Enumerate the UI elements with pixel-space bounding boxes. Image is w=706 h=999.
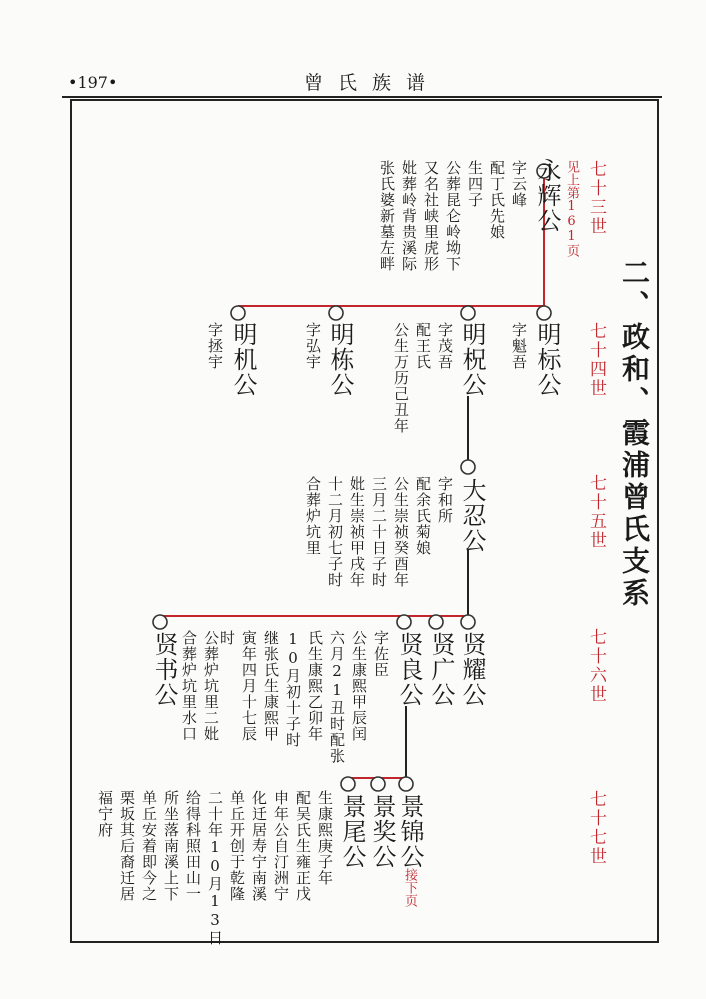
person-name: 永辉公: [533, 158, 561, 233]
page-reference: 接下页: [402, 868, 417, 907]
node-gen75: [461, 460, 475, 474]
person-note: 三月二十日子时: [370, 476, 388, 588]
person-name: 景尾公: [338, 794, 366, 869]
page-reference: 见上第161页: [564, 160, 579, 257]
person-note: 字魁吾: [510, 322, 528, 370]
person-note: 字和所: [436, 476, 454, 524]
node-gen77-1: [399, 777, 413, 791]
node-gen77-3: [341, 777, 355, 791]
person-note: 六月21丑时配张: [328, 630, 346, 764]
person-note: 单丘安着即今之: [140, 790, 158, 902]
page-number: •197•: [68, 73, 118, 92]
node-gen74-2: [461, 306, 475, 320]
person-name: 贤良公: [395, 632, 423, 707]
generation-label: 七十三世: [586, 160, 606, 236]
person-note: 字弘宇: [304, 322, 322, 370]
person-note: 单丘开创于乾隆: [228, 790, 246, 902]
person-note: 氏生康熙乙卯年: [306, 630, 324, 742]
person-note: 字云峰: [510, 160, 528, 208]
node-gen77-2: [371, 777, 385, 791]
person-note: 所坐落南溪上下: [162, 790, 180, 902]
person-note: 字佐臣: [372, 630, 390, 678]
person-name: 景锦公: [396, 794, 424, 869]
person-note: 公葬炉坑里二妣: [202, 630, 220, 742]
person-note: 配吴氏生雍正戊: [294, 790, 312, 902]
person-note: 妣生崇祯甲戌年: [348, 476, 366, 588]
person-name: 明栋公: [326, 322, 354, 397]
person-note: 又名社峡里虎形: [422, 160, 440, 272]
person-note: 福宁府: [96, 790, 114, 838]
node-gen76-2: [429, 615, 443, 629]
person-note: 合葬炉坑里: [304, 476, 322, 556]
generation-label: 七十六世: [586, 628, 606, 704]
person-note: 时: [218, 630, 236, 646]
person-note: 妣葬岭背贵溪际: [400, 160, 418, 272]
book-title: 曾氏族谱: [304, 72, 441, 94]
person-note: 公生万历己丑年: [392, 322, 410, 434]
person-name: 贤书公: [150, 632, 178, 707]
person-name: 景奖公: [368, 794, 396, 869]
person-name: 明机公: [229, 322, 257, 397]
person-note: 二十年10月13日: [206, 790, 224, 946]
person-note: 配丁氏先娘: [488, 160, 506, 240]
person-note: 合葬炉坑里水口: [180, 630, 198, 742]
person-note: 寅年四月十七辰: [240, 630, 258, 742]
generation-label: 七十七世: [586, 790, 606, 866]
person-note: 生康熙庚子年: [316, 790, 334, 886]
node-gen76-3: [397, 615, 411, 629]
generation-label: 七十四世: [586, 322, 606, 398]
person-note: 申年公自汀洲宁: [272, 790, 290, 902]
person-note: 栗坂其后裔迁居: [118, 790, 136, 902]
node-gen74-3: [329, 306, 343, 320]
person-note: 配王氏: [414, 322, 432, 370]
person-note: 字茂吾: [436, 322, 454, 370]
person-note: 公生崇祯癸酉年: [392, 476, 410, 588]
person-note: 继张氏生康熙甲: [262, 630, 280, 742]
person-name: 明标公: [533, 322, 561, 397]
person-note: 配余氏菊娘: [414, 476, 432, 556]
person-note: 十二月初七子时: [326, 476, 344, 588]
person-name: 明柷公: [458, 322, 486, 397]
person-name: 贤耀公: [458, 632, 486, 707]
node-gen74-4: [231, 306, 245, 320]
generation-label: 七十五世: [586, 474, 606, 550]
node-gen74-1: [537, 306, 551, 320]
node-gen76-1: [461, 615, 475, 629]
person-name: 大忍公: [458, 478, 486, 553]
person-note: 化迁居寿宁南溪: [250, 790, 268, 902]
person-note: 字拯宇: [206, 322, 224, 370]
node-gen76-4: [153, 615, 167, 629]
person-name: 贤广公: [427, 632, 455, 707]
person-note: 公葬昆仑岭坳下: [444, 160, 462, 272]
person-note: 10月初十子时: [284, 630, 302, 748]
person-note: 给得科照田山一: [184, 790, 202, 902]
person-note: 生四子: [466, 160, 484, 208]
person-note: 公生康熙甲辰闰: [350, 630, 368, 742]
person-note: 张氏婆新墓左畔: [378, 160, 396, 272]
section-title: 二、政和、霞浦曾氏支系: [618, 258, 651, 610]
